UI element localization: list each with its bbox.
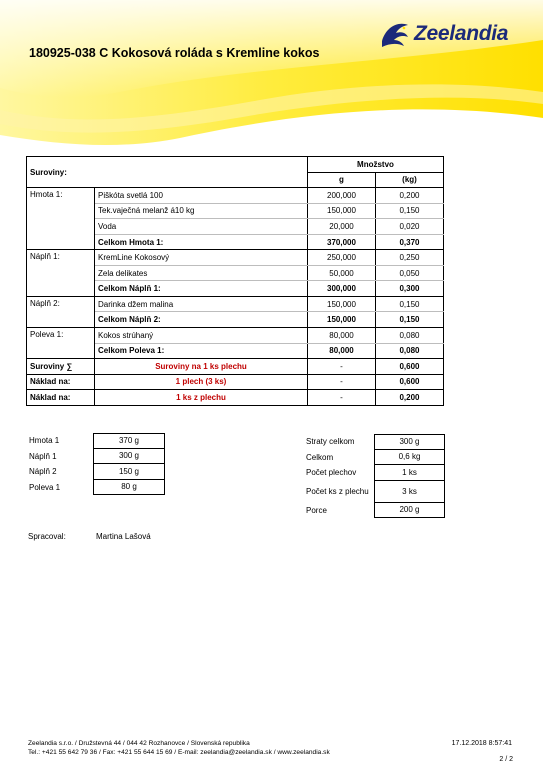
grams-value: 50,000 [308, 265, 376, 281]
grams-value: - [308, 359, 376, 375]
grams-value: 150,000 [308, 312, 376, 328]
grams-value: 20,000 [308, 219, 376, 235]
ingredient-name: Voda [95, 219, 308, 235]
batch-stats [306, 434, 445, 518]
footer [28, 740, 516, 757]
kilograms-value: 0,080 [376, 343, 444, 359]
ingredient-name: Tek.vaječná melanž á10 kg [95, 203, 308, 219]
quantity-header: Množstvo [308, 157, 444, 173]
ingredient-name: Celkom Hmota 1: [95, 234, 308, 250]
table-row [27, 328, 444, 344]
weight-label: Náplň 1 [29, 451, 57, 461]
stat-value: 0,6 kg [374, 450, 445, 466]
ingredient-name: Zela delikates [95, 265, 308, 281]
kilograms-value: 0,370 [376, 234, 444, 250]
weight-row [29, 449, 165, 465]
stat-value: 1 ks [374, 465, 445, 481]
summary-row [27, 390, 444, 406]
stat-label: Počet plechov [306, 468, 357, 477]
recipe-table [26, 156, 444, 406]
stat-value: 3 ks [374, 481, 445, 503]
prepared-by-label: Spracoval: [28, 532, 66, 541]
ingredient-name: Celkom Náplň 2: [95, 312, 308, 328]
weight-label: Poleva 1 [29, 482, 61, 492]
summary-row [27, 359, 444, 375]
stat-value: 200 g [374, 503, 445, 519]
weight-row [29, 480, 165, 496]
prepared-by [28, 532, 151, 541]
weight-row [29, 433, 165, 449]
kilograms-value: 0,300 [376, 281, 444, 297]
brand-name: Zeelandia [414, 22, 509, 45]
lion-logo-icon [378, 19, 412, 49]
weight-row [29, 464, 165, 480]
grams-value: - [308, 390, 376, 406]
kilograms-value: 0,020 [376, 219, 444, 235]
footer-address: Zeelandia s.r.o. / Družstevná 44 / 044 42 Rozhanovce / Slovenská republika [28, 740, 250, 747]
weight-value: 80 g [93, 480, 165, 496]
component-weights [29, 433, 165, 495]
table-header-row [27, 157, 444, 173]
kilograms-header: (kg) [376, 172, 444, 188]
stat-row [306, 450, 445, 466]
zeelandia-logo [378, 19, 508, 49]
weight-value: 370 g [93, 433, 165, 449]
kilograms-value: 0,250 [376, 250, 444, 266]
weight-label: Hmota 1 [29, 436, 60, 446]
table-row [27, 296, 444, 312]
ingredient-name: Celkom Náplň 1: [95, 281, 308, 297]
grams-value: 300,000 [308, 281, 376, 297]
kilograms-value: 0,600 [376, 374, 444, 390]
stat-label: Straty celkom [306, 437, 355, 446]
group-label: Náplň 1: [27, 250, 95, 297]
ingredient-name: Piškóta svetlá 100 [95, 188, 308, 204]
stat-value: 300 g [374, 434, 445, 450]
weight-label: Náplň 2 [29, 467, 57, 477]
ingredient-name: Darinka džem malina [95, 296, 308, 312]
summary-label: Suroviny ∑ [27, 359, 95, 375]
grams-value: 150,000 [308, 296, 376, 312]
weight-value: 150 g [93, 464, 165, 480]
weight-value: 300 g [93, 449, 165, 465]
footer-contact: Tel.: +421 55 642 79 36 / Fax: +421 55 644 15 69 / E-mail: zeelandia@zeelandia.sk / www.zeelandia.sk [28, 748, 330, 756]
stat-label: Celkom [306, 452, 334, 462]
grams-value: 80,000 [308, 343, 376, 359]
page-number: 2 / 2 [499, 756, 513, 763]
kilograms-value: 0,050 [376, 265, 444, 281]
ingredient-name: Celkom Poleva 1: [95, 343, 308, 359]
stat-label: Počet ks z plechu [306, 486, 369, 496]
grams-value: 250,000 [308, 250, 376, 266]
table-row [27, 188, 444, 204]
kilograms-value: 0,200 [376, 390, 444, 406]
kilograms-value: 0,150 [376, 296, 444, 312]
group-label: Poleva 1: [27, 328, 95, 359]
kilograms-value: 0,080 [376, 328, 444, 344]
summary-description: Suroviny na 1 ks plechu [95, 359, 308, 375]
page-title: 180925-038 C Kokosová roláda s Kremline kokos [29, 46, 320, 60]
kilograms-value: 0,150 [376, 203, 444, 219]
grams-value: 80,000 [308, 328, 376, 344]
print-datetime: 17.12.2018 8:57:41 [451, 740, 512, 747]
stat-row [306, 503, 445, 519]
grams-value: 150,000 [308, 203, 376, 219]
kilograms-value: 0,200 [376, 188, 444, 204]
summary-description: 1 ks z plechu [95, 390, 308, 406]
grams-value: 200,000 [308, 188, 376, 204]
grams-value: 370,000 [308, 234, 376, 250]
summary-label: Náklad na: [27, 374, 95, 390]
stat-row [306, 481, 445, 503]
ingredient-name: Kokos strúhaný [95, 328, 308, 344]
stat-row [306, 465, 445, 481]
stat-row [306, 434, 445, 450]
ingredients-header: Suroviny: [27, 157, 308, 188]
stat-label: Porce [306, 505, 327, 515]
table-row [27, 250, 444, 266]
summary-row [27, 374, 444, 390]
kilograms-value: 0,150 [376, 312, 444, 328]
group-label: Náplň 2: [27, 296, 95, 327]
summary-label: Náklad na: [27, 390, 95, 406]
prepared-by-name: Martina Lašová [96, 532, 151, 541]
kilograms-value: 0,600 [376, 359, 444, 375]
ingredient-name: KremLine Kokosový [95, 250, 308, 266]
grams-value: - [308, 374, 376, 390]
group-label: Hmota 1: [27, 188, 95, 250]
summary-description: 1 plech (3 ks) [95, 374, 308, 390]
grams-header: g [308, 172, 376, 188]
